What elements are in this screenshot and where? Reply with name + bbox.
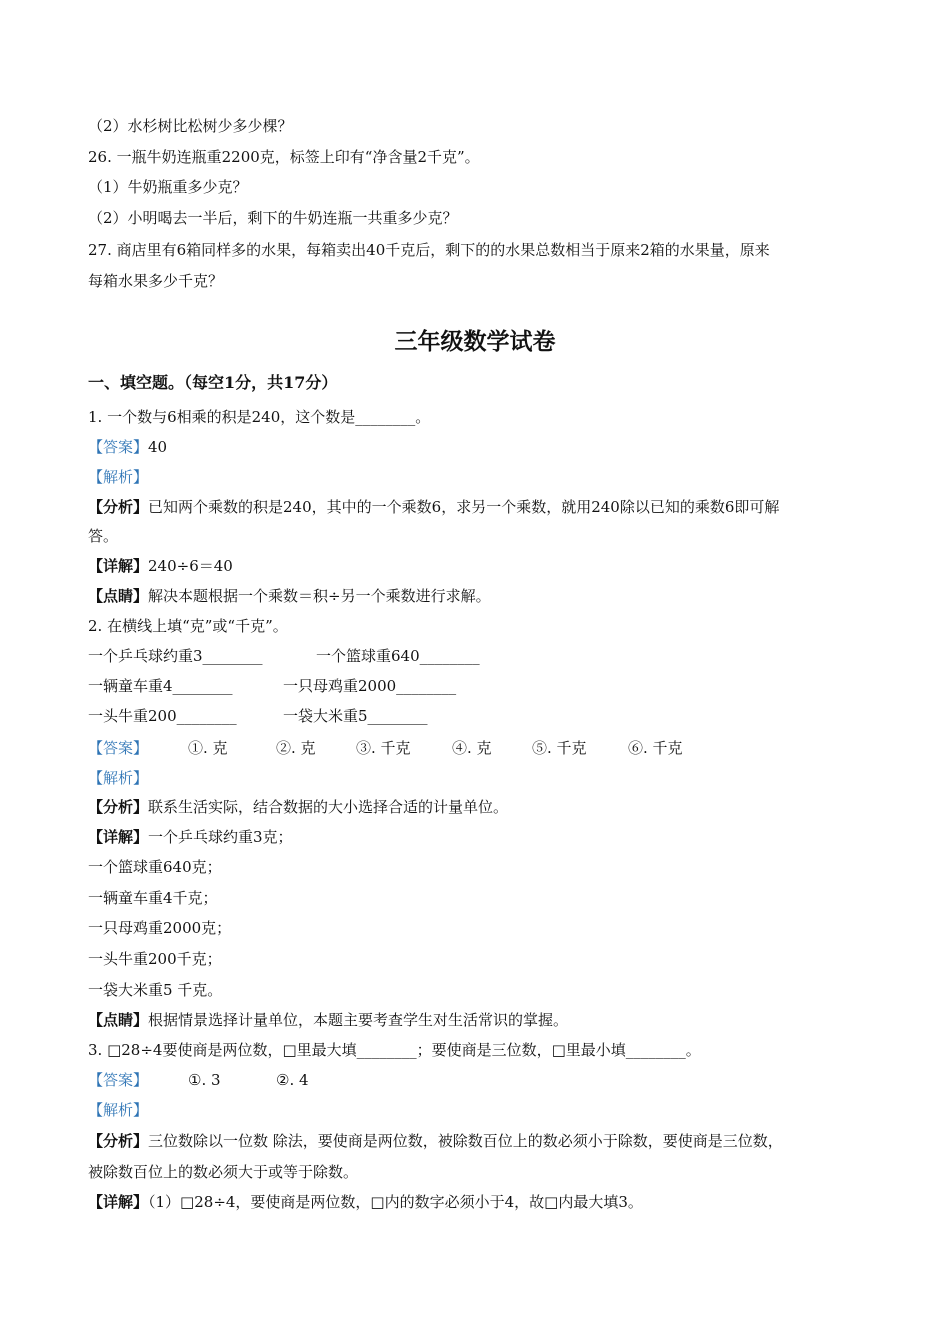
analysis-tag: 【分析】 [88, 798, 149, 816]
q2-detail-line-3: 一辆童车重4千克； [88, 889, 218, 907]
q2-detail-line-4: 一只母鸡重2000克； [88, 919, 232, 937]
q3-answer-1: ①. 3 [188, 1071, 221, 1089]
q1-analysis-text: 已知两个乘数的积是240，其中的一个乘数6，求另一个乘数，就用240除以已知的乘数6即可解 [148, 498, 780, 516]
q3-analysis-line-2: 被除数百位上的数必须大于或等于除数。 [88, 1163, 359, 1181]
q1-answer: 40 [148, 438, 168, 456]
q1-analysis-line-1 [88, 497, 878, 517]
q2-detail-line-6: 一袋大米重5 千克。 [88, 981, 223, 999]
q2-detail-line-1 [88, 827, 878, 847]
answer-tag: 【答案】 [88, 1071, 149, 1089]
q2-row-1 [88, 646, 878, 666]
q3-detail-line [88, 1192, 878, 1212]
q3-analysis-head: 【解析】 [88, 1101, 149, 1119]
q3-analysis-text: 三位数除以一位数 除法，要使商是两位数，被除数百位上的数必须小于除数，要使商是三位数， [148, 1132, 783, 1150]
q3-detail-text: （1）□28÷4，要使商是两位数，□内的数字必须小于4，故□内最大填3。 [148, 1193, 643, 1211]
q1-analysis-head: 【解析】 [88, 468, 149, 486]
q2-comment-text: 根据情景选择计量单位，本题主要考查学生对生活常识的掌握。 [148, 1011, 569, 1029]
question-26: 26. 一瓶牛奶连瓶重2200克，标签上印有“净含量2千克”。 [88, 148, 480, 166]
q3-analysis-line-1 [88, 1131, 878, 1151]
q2-item-5: 一头牛重200________ [88, 707, 237, 725]
q2-answer-4: ④. 克 [452, 739, 492, 757]
page-title: 三年级数学试卷 [394, 328, 556, 355]
q1-answer-line [88, 437, 878, 457]
q2-answer-5: ⑤. 千克 [532, 739, 587, 757]
q2-row-3 [88, 706, 878, 726]
analysis-tag: 【分析】 [88, 498, 149, 516]
q2-answer-3: ③. 千克 [356, 739, 411, 757]
analysis-tag: 【分析】 [88, 1132, 149, 1150]
answer-tag: 【答案】 [88, 739, 149, 757]
q2-detail-line-2: 一个篮球重640克； [88, 858, 222, 876]
q2-item-4: 一只母鸡重2000________ [283, 677, 457, 695]
q2-detail-1: 一个乒乓球约重3克； [148, 828, 293, 846]
answer-tag: 【答案】 [88, 438, 149, 456]
question-26-part-2: （2）小明喝去一半后，剩下的牛奶连瓶一共重多少克？ [88, 209, 458, 227]
question-27-line-1: 27. 商店里有6箱同样多的水果，每箱卖出40千克后，剩下的的水果总数相当于原来2箱的水果量，原来 [88, 241, 770, 259]
q2-comment-line [88, 1010, 878, 1030]
question-27-line-2: 每箱水果多少千克？ [88, 272, 224, 290]
q2-row-2 [88, 676, 878, 696]
q2-detail-line-5: 一头牛重200千克； [88, 950, 222, 968]
q2-answer-1: ①. 克 [188, 739, 228, 757]
q2-answer-line [88, 738, 878, 758]
q1-detail-text: 240÷6＝40 [148, 557, 233, 575]
detail-tag: 【详解】 [88, 828, 149, 846]
q1-detail-line [88, 556, 878, 576]
detail-tag: 【详解】 [88, 557, 149, 575]
q1-comment-line [88, 586, 878, 606]
q2-item-1: 一个乒乓球约重3________ [88, 647, 263, 665]
q2-item-6: 一袋大米重5________ [283, 707, 428, 725]
q2-stem: 2. 在横线上填“克”或“千克”。 [88, 617, 288, 635]
q2-analysis-text: 联系生活实际，结合数据的大小选择合适的计量单位。 [148, 798, 509, 816]
question-25-part-2: （2）水杉树比松树少多少棵？ [88, 117, 293, 135]
section-heading-fill-in: 一、填空题。（每空1分，共17分） [88, 373, 338, 392]
q1-analysis-line-2: 答。 [88, 527, 119, 545]
q3-stem: 3. □28÷4要使商是两位数，□里最大填________；要使商是三位数，□里最小填________。 [88, 1041, 701, 1059]
q2-answer-6: ⑥. 千克 [628, 739, 683, 757]
q3-answer-line [88, 1070, 878, 1090]
detail-tag: 【详解】 [88, 1193, 149, 1211]
comment-tag: 【点睛】 [88, 1011, 149, 1029]
question-26-part-1: （1）牛奶瓶重多少克？ [88, 178, 248, 196]
q1-stem: 1. 一个数与6相乘的积是240，这个数是________。 [88, 408, 431, 426]
q3-answer-2: ②. 4 [276, 1071, 309, 1089]
q2-item-2: 一个篮球重640________ [316, 647, 480, 665]
comment-tag: 【点睛】 [88, 587, 149, 605]
q2-answer-2: ②. 克 [276, 739, 316, 757]
q2-analysis-line [88, 797, 878, 817]
q1-comment-text: 解决本题根据一个乘数＝积÷另一个乘数进行求解。 [148, 587, 491, 605]
q2-analysis-head: 【解析】 [88, 769, 149, 787]
q2-item-3: 一辆童车重4________ [88, 677, 233, 695]
